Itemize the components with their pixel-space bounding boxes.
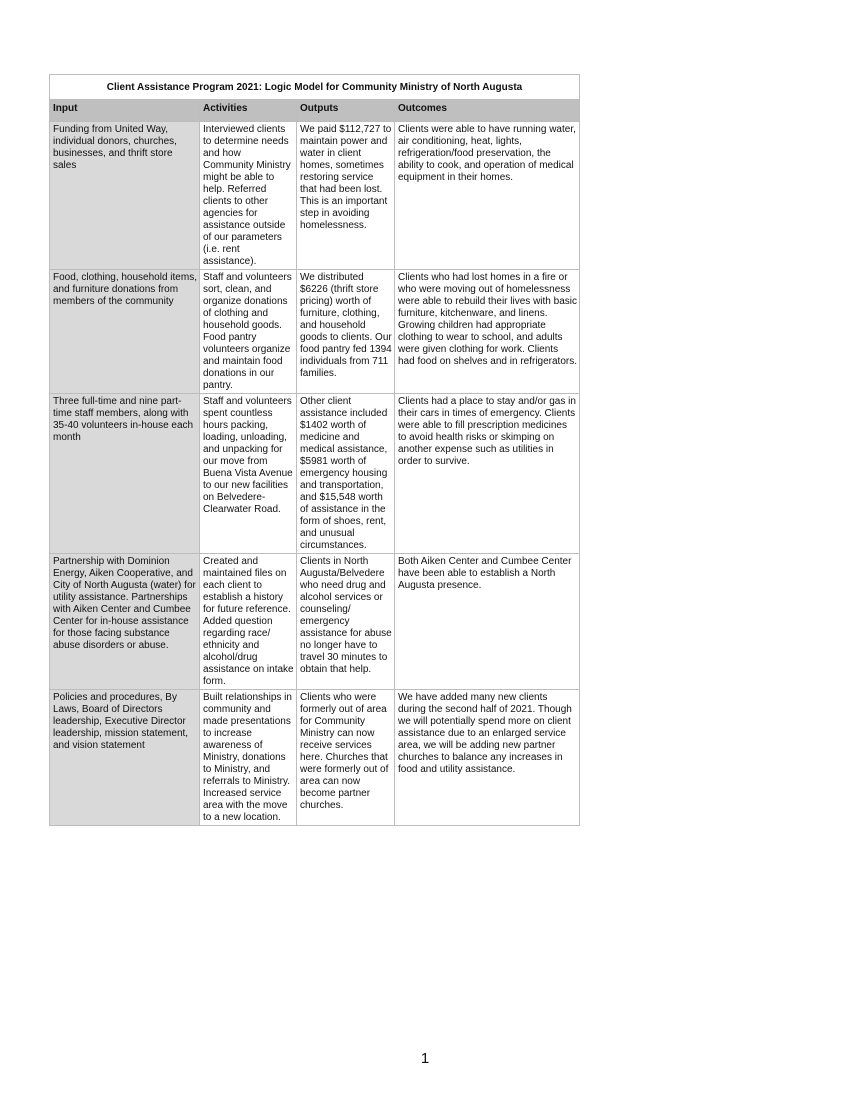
outputs-cell: Clients in North Augusta/Belvedere who need drug and alcohol services or counseling/ emergency assistance for abuse no longer have to travel 30 minutes to obtain that help. xyxy=(297,554,395,690)
table-row xyxy=(50,270,580,394)
input-cell: Three full-time and nine part-time staff members, along with 35-40 volunteers in-house each month xyxy=(50,394,200,554)
outputs-cell: We paid $112,727 to maintain power and water in client homes, sometimes restoring service that had been lost. This is an important step in avoiding homelessness. xyxy=(297,122,395,270)
outcomes-cell: Clients had a place to stay and/or gas in their cars in times of emergency. Clients were able to fill prescription medicines to avoid health risks or skimping on another expense such as utilities in order to survive. xyxy=(395,394,580,554)
header-activities: Activities xyxy=(200,100,297,122)
outcomes-cell: Clients were able to have running water, air conditioning, heat, lights, refrigeration/food preservation, the ability to cook, and operation of medical equipment in their homes. xyxy=(395,122,580,270)
outputs-cell: We distributed $6226 (thrift store pricing) worth of furniture, clothing, and household goods to clients. Our food pantry fed 1394 individuals from 711 families. xyxy=(297,270,395,394)
header-row xyxy=(50,100,580,122)
outcomes-cell: We have added many new clients during the second half of 2021. Though we will potentially spend more on client assistance due to an enlarged service area, we will be adding new partner churches to balance any increases in food and utility assistance. xyxy=(395,690,580,826)
page-number: 1 xyxy=(420,1050,430,1067)
input-cell: Food, clothing, household items, and furniture donations from members of the community xyxy=(50,270,200,394)
outcomes-cell: Clients who had lost homes in a fire or who were moving out of homelessness were able to rebuild their lives with basic furniture, kitchenware, and linens. Growing children had appropriate clothing to wear to school, and adults were given clothing for work. Clients had food on shelves and in refrigerators. xyxy=(395,270,580,394)
input-cell: Partnership with Dominion Energy, Aiken Cooperative, and City of North Augusta (water) for utility assistance. Partnerships with Aiken Center and Cumbee Center for in-house assistance for those facing substance abuse disorders or abuse. xyxy=(50,554,200,690)
table-row xyxy=(50,690,580,826)
input-cell: Funding from United Way, individual donors, churches, businesses, and thrift store sales xyxy=(50,122,200,270)
header-input: Input xyxy=(50,100,200,122)
outputs-cell: Clients who were formerly out of area for Community Ministry can now receive services here. Churches that were formerly out of area can now become partner churches. xyxy=(297,690,395,826)
header-outcomes: Outcomes xyxy=(395,100,580,122)
table-row xyxy=(50,394,580,554)
outputs-cell: Other client assistance included $1402 worth of medicine and medical assistance, $5981 worth of emergency housing and transportation, and $15,548 worth of assistance in the form of shoes, rent, and unusual circumstances. xyxy=(297,394,395,554)
activities-cell: Staff and volunteers spent countless hours packing, loading, unloading, and unpacking for our move from Buena Vista Avenue to our new facilities on Belvedere-Clearwater Road. xyxy=(200,394,297,554)
logic-model-table xyxy=(49,74,580,826)
table-row xyxy=(50,554,580,690)
activities-cell: Created and maintained files on each client to establish a history for future reference. Added question regarding race/ ethnicity and alcohol/drug assistance on intake form. xyxy=(200,554,297,690)
table-row xyxy=(50,122,580,270)
activities-cell: Interviewed clients to determine needs and how Community Ministry might be able to help. Referred clients to other agencies for assistance outside of our parameters (i.e. rent assistance). xyxy=(200,122,297,270)
activities-cell: Built relationships in community and made presentations to increase awareness of Ministry, donations to Ministry, and referrals to Ministry. Increased service area with the move to a new location. xyxy=(200,690,297,826)
activities-cell: Staff and volunteers sort, clean, and organize donations of clothing and household goods. Food pantry volunteers organize and maintain food donations in our pantry. xyxy=(200,270,297,394)
input-cell: Policies and procedures, By Laws, Board of Directors leadership, Executive Director leadership, mission statement, and vision statement xyxy=(50,690,200,826)
header-outputs: Outputs xyxy=(297,100,395,122)
table-title: Client Assistance Program 2021: Logic Model for Community Ministry of North Augusta xyxy=(50,75,580,100)
outcomes-cell: Both Aiken Center and Cumbee Center have been able to establish a North Augusta presence. xyxy=(395,554,580,690)
